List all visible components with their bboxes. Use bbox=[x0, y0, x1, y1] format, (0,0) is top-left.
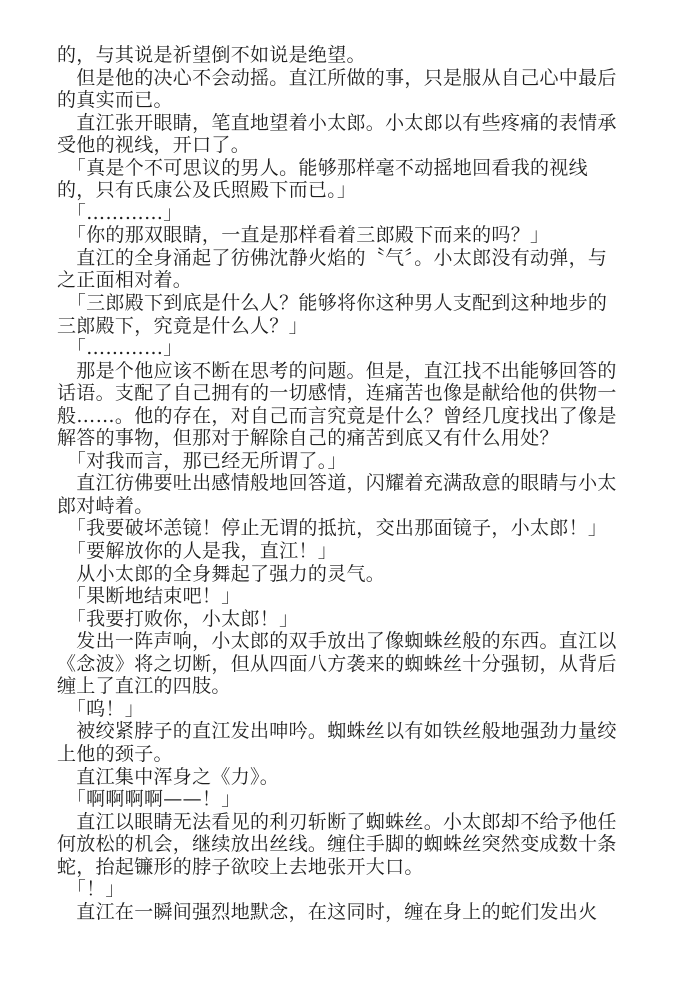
text-line: 「…………」 bbox=[57, 201, 183, 224]
text-line: 「要解放你的人是我，直江！」 bbox=[57, 540, 338, 563]
text-line: 郎对峙着。 bbox=[57, 494, 154, 517]
text-line: 「啊啊啊啊——！」 bbox=[57, 788, 241, 811]
text-line: 从小太郎的全身舞起了强力的灵气。 bbox=[57, 562, 386, 585]
text-line: 的真实而已。 bbox=[57, 89, 173, 112]
text-line: 缠上了直江的四肢。 bbox=[57, 675, 231, 698]
text-line: 的，与其说是祈望倒不如说是绝望。 bbox=[57, 44, 366, 66]
text-line: 般……。他的存在，对自己而言究竟是什么？曾经几度找出了像是 bbox=[57, 404, 617, 427]
text-line: 之正面相对着。 bbox=[57, 269, 193, 292]
text-line: 「我要破坏恙镜！停止无谓的抵抗，交出那面镜子，小太郎！」 bbox=[57, 517, 608, 540]
text-line: 直江集中浑身之《力》。 bbox=[57, 765, 280, 788]
text-line: 发出一阵声响，小太郎的双手放出了像蜘蛛丝般的东西。直江以 bbox=[57, 630, 617, 653]
text-line: 「我要打败你，小太郎！」 bbox=[57, 607, 299, 630]
text-line: 的，只有氏康公及氏照殿下而已。」 bbox=[57, 179, 357, 202]
text-line: 「你的那双眼睛，一直是那样看着三郎殿下而来的吗？」 bbox=[57, 224, 550, 247]
text-line: 直江彷佛要吐出感情般地回答道，闪耀着充满敌意的眼睛与小太 bbox=[57, 472, 617, 495]
text-line: 解答的事物，但那对于解除自己的痛苦到底又有什么用处？ bbox=[57, 427, 559, 450]
text-line: 受他的视线，开口了。 bbox=[57, 134, 251, 157]
text-line: 《念波》将之切断，但从四面八方袭来的蜘蛛丝十分强韧，从背后 bbox=[57, 652, 617, 675]
text-line: 「！」 bbox=[57, 878, 125, 901]
novel-text-block bbox=[57, 44, 667, 923]
text-line: 那是个他应该不断在思考的问题。但是，直江找不出能够回答的 bbox=[57, 359, 617, 382]
text-line: 但是他的决心不会动摇。直江所做的事，只是服从自己心中最后 bbox=[57, 66, 617, 89]
text-line: 直江以眼睛无法看见的利刃斩断了蜘蛛丝。小太郎却不给予他任 bbox=[57, 810, 617, 833]
text-line: 蛇，抬起镰形的脖子欲咬上去地张开大口。 bbox=[57, 855, 424, 878]
text-line: 「对我而言，那已经无所谓了。」 bbox=[57, 449, 347, 472]
text-line: 被绞紧脖子的直江发出呻吟。蜘蛛丝以有如铁丝般地强劲力量绞 bbox=[57, 720, 617, 743]
text-line: 直江在一瞬间强烈地默念，在这同时，缠在身上的蛇们发出火 bbox=[57, 900, 598, 923]
text-line: 三郎殿下，究竟是什么人？」 bbox=[57, 314, 308, 337]
text-line: 何放松的机会，继续放出丝线。缠住手脚的蜘蛛丝突然变成数十条 bbox=[57, 833, 617, 856]
text-line: 「呜！」 bbox=[57, 697, 145, 720]
text-line: 直江的全身涌起了彷佛沈静火焰的〝气〞。小太郎没有动弹，与 bbox=[57, 246, 608, 269]
text-line: 上他的颈子。 bbox=[57, 742, 173, 765]
text-line: 「真是个不可思议的男人。能够那样毫不动摇地回看我的视线 bbox=[57, 156, 588, 179]
text-line: 「…………」 bbox=[57, 337, 183, 360]
text-line: 「三郎殿下到底是什么人？能够将你这种男人支配到这种地步的 bbox=[57, 292, 608, 315]
text-line: 直江张开眼睛，笔直地望着小太郎。小太郎以有些疼痛的表情承 bbox=[57, 111, 617, 134]
text-line: 话语。支配了自己拥有的一切感情，连痛苦也像是献给他的供物一 bbox=[57, 382, 617, 405]
text-line: 「果断地结束吧！」 bbox=[57, 585, 241, 608]
